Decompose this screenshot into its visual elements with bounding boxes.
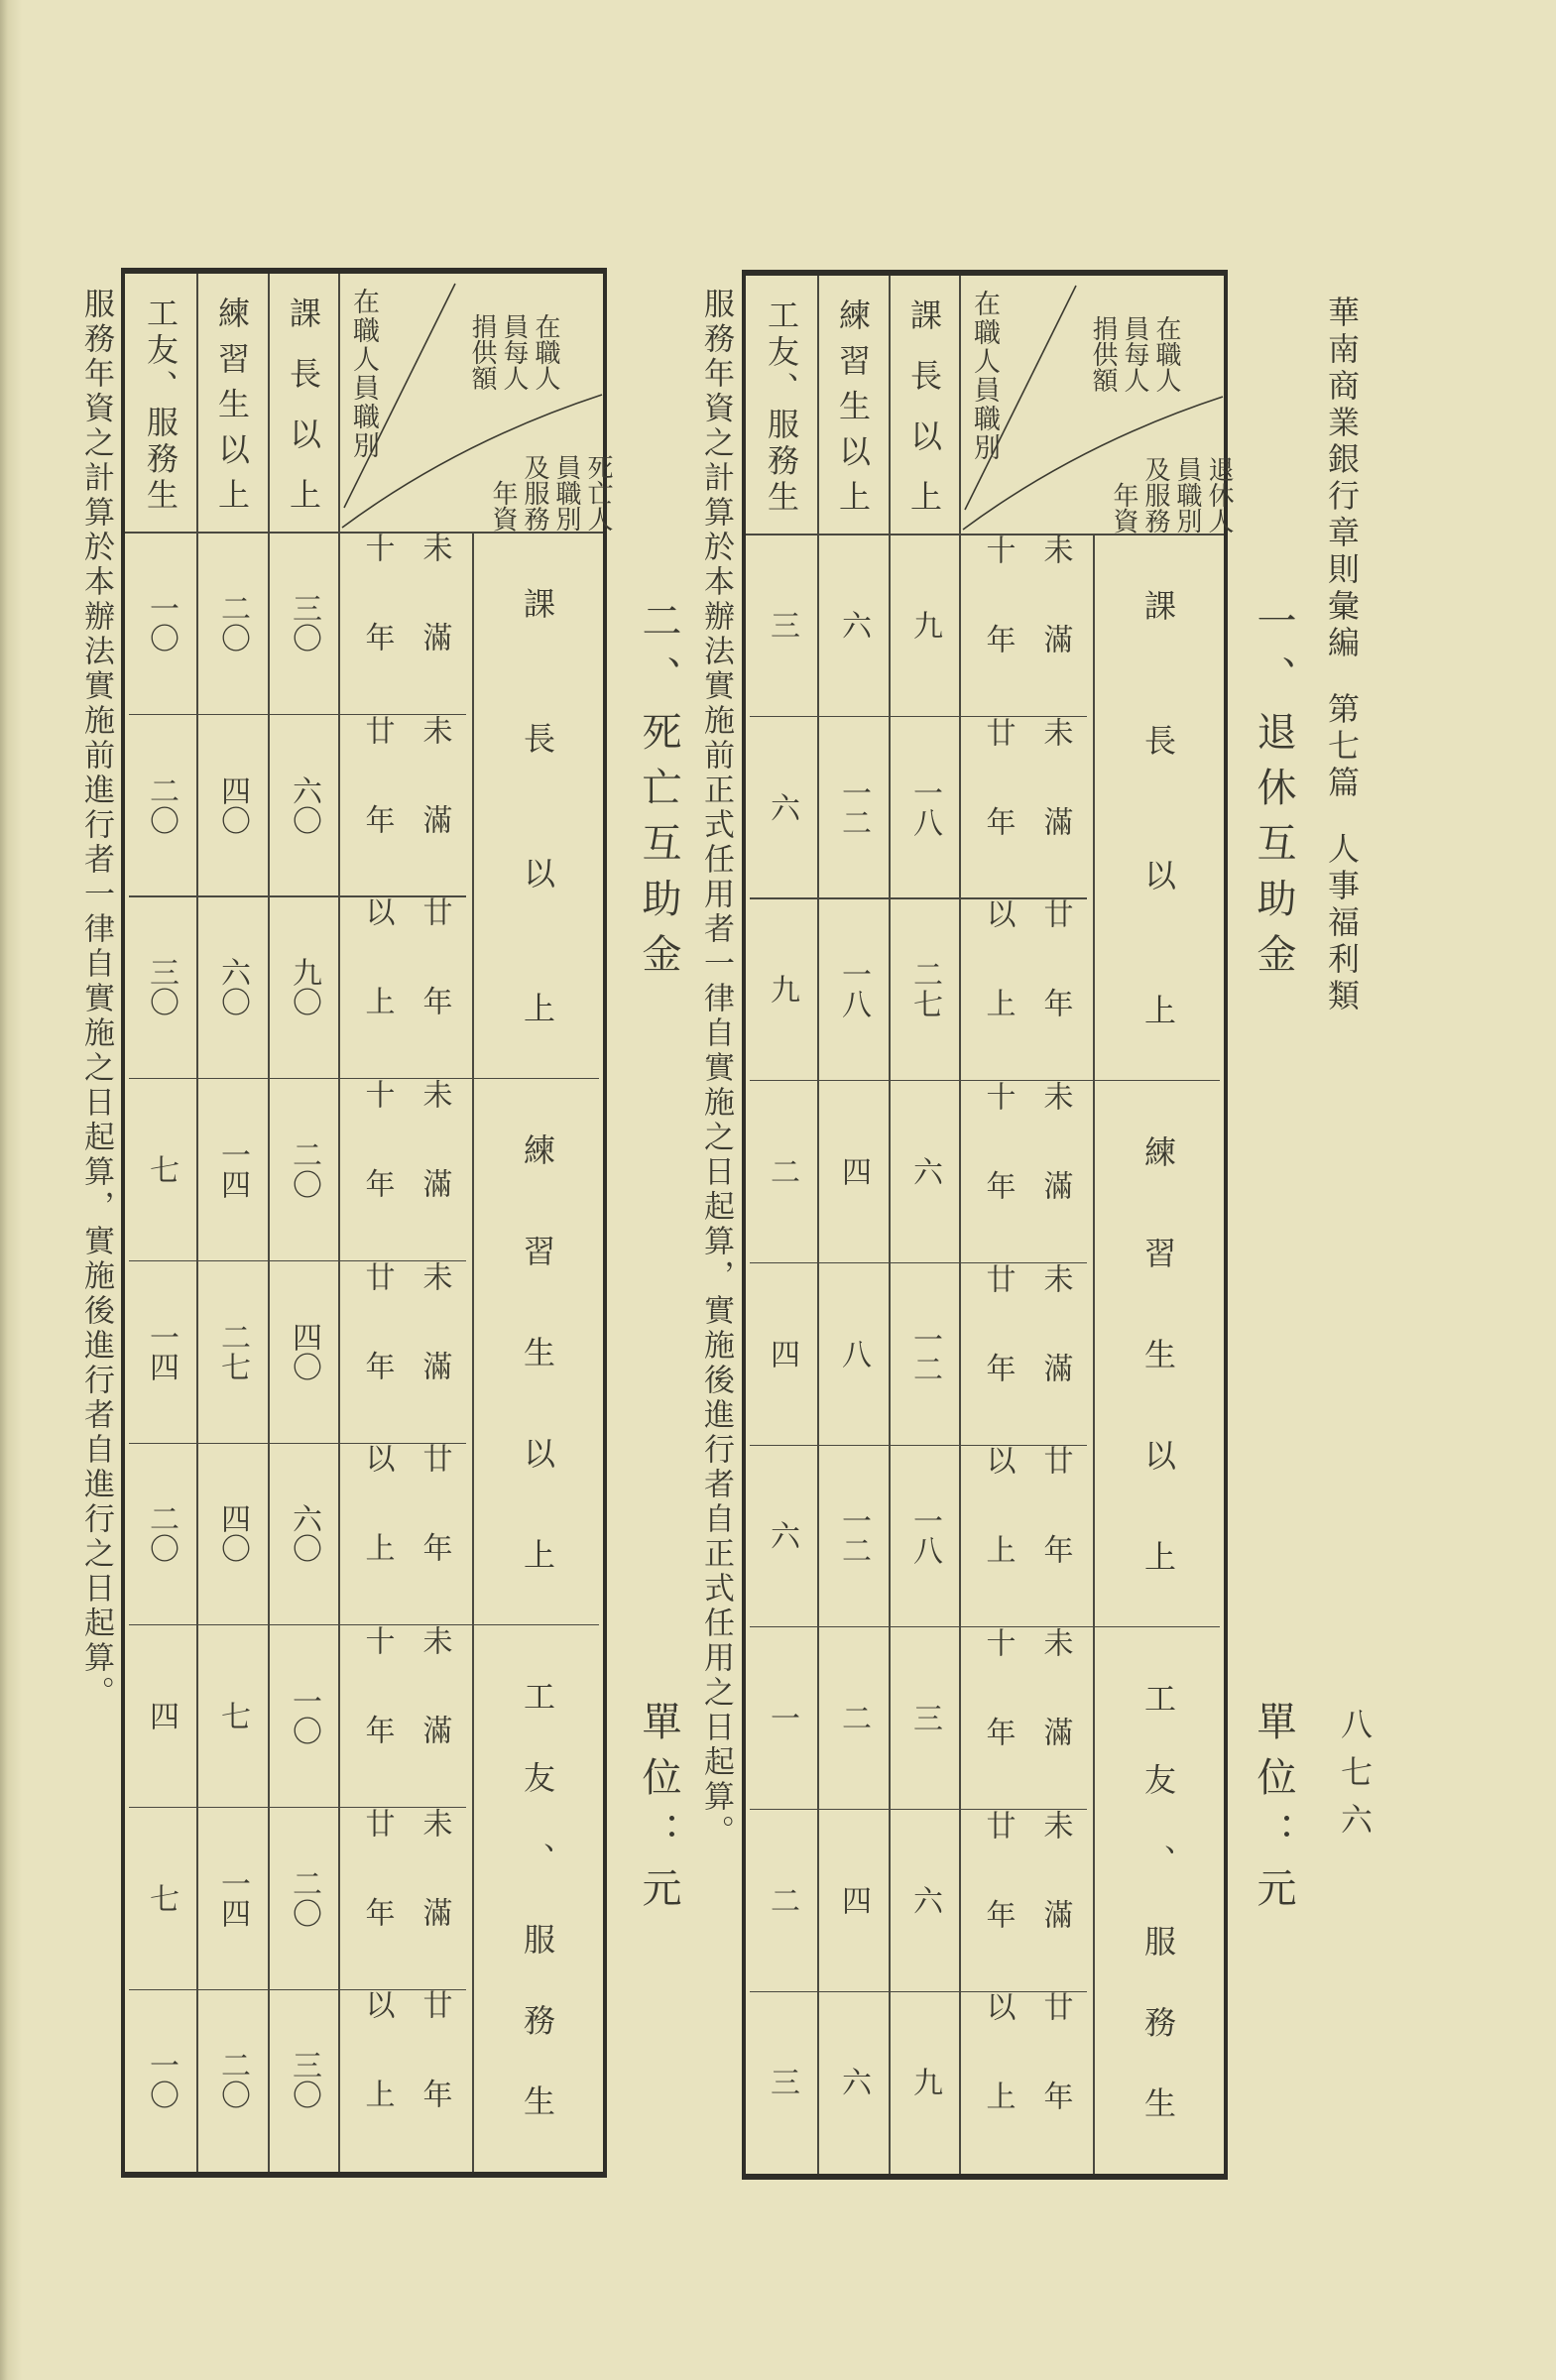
retirement-aid-table: [742, 270, 1234, 2180]
value-cell: [196, 895, 268, 1078]
value-cell: [196, 1078, 268, 1260]
sub-header: 廿年以上: [359, 1989, 452, 2169]
group-header: 工友、服務生: [1139, 1681, 1177, 2118]
value: 六: [907, 1884, 942, 1915]
value: 六: [836, 609, 871, 640]
value: 九: [765, 974, 799, 1005]
value-cell: [268, 1078, 339, 1260]
value-cell: [817, 1445, 889, 1627]
value: 二: [765, 1884, 799, 1915]
group-header-cell: [472, 1078, 603, 1624]
group-header-cell: [472, 532, 603, 1078]
sub-header-cell: [959, 1445, 1093, 1627]
row-label: 課長以上: [285, 296, 322, 510]
value: 一二: [836, 776, 871, 837]
value: 二〇: [144, 1503, 179, 1564]
value: 九〇: [287, 957, 321, 1017]
value: 九: [907, 609, 942, 640]
value-cell: [196, 1807, 268, 1989]
value: 六: [836, 2067, 871, 2097]
value-cell: [268, 714, 339, 896]
value-cell: [889, 1262, 960, 1445]
value: 二七: [907, 959, 942, 1019]
sub-header-cell: [959, 897, 1093, 1080]
part-label: 第七篇: [1323, 692, 1361, 802]
value-cell: [889, 1626, 960, 1809]
value-cell: [746, 897, 817, 1080]
value-cell: [125, 1989, 196, 2172]
sub-header-cell: [338, 1443, 472, 1625]
value: 一四: [144, 1321, 179, 1381]
group-header: 課長以上: [1139, 588, 1177, 1025]
row-label: 練習生以上: [213, 296, 251, 510]
value-cell: [268, 895, 339, 1078]
value-cell: [268, 1443, 339, 1625]
value: 二〇: [144, 774, 179, 835]
sub-header-cell: [338, 1260, 472, 1443]
value: 二〇: [215, 2050, 250, 2110]
row-label-cell: [125, 274, 196, 532]
value: 一四: [215, 1867, 250, 1928]
sub-header: 未滿十年: [980, 534, 1073, 713]
section-title-retirement: 一、退休互助金: [1251, 600, 1296, 989]
value: 三〇: [144, 957, 179, 1017]
value-cell: [889, 1991, 960, 2174]
sub-header: 未滿廿年: [359, 714, 452, 893]
value-cell: [125, 714, 196, 896]
sub-header-cell: [338, 714, 472, 896]
sub-header: 廿年以上: [980, 1991, 1073, 2171]
group-header-cell: [1093, 1080, 1224, 1626]
value-cell: [196, 1260, 268, 1443]
sub-header-cell: [338, 1989, 472, 2172]
value: 一八: [836, 959, 871, 1019]
sub-header-cell: [338, 895, 472, 1078]
value: 三: [907, 1703, 942, 1733]
value: 三〇: [287, 592, 321, 653]
value-cell: [268, 1807, 339, 1989]
group-header: 練習生以上: [519, 1132, 556, 1570]
group-header: 工友、服務生: [519, 1679, 556, 2116]
value-cell: [268, 1260, 339, 1443]
sub-header-cell: [338, 1624, 472, 1807]
category-label: 人事福利類: [1323, 832, 1361, 1015]
value-cell: [746, 534, 817, 716]
row-label-cell: [746, 276, 817, 534]
value: 一四: [215, 1138, 250, 1199]
value-cell: [817, 1262, 889, 1445]
value-cell: [268, 1989, 339, 2172]
value-cell: [817, 1080, 889, 1262]
value: 七: [144, 1153, 179, 1184]
value: 六: [907, 1155, 942, 1186]
corner-staff-label: 在職人員職別: [969, 290, 1000, 462]
value: 七: [215, 1701, 250, 1731]
value: 六〇: [287, 1503, 321, 1564]
value-cell: [889, 716, 960, 898]
sub-header: 未滿廿年: [359, 1260, 452, 1440]
value-cell: [746, 1080, 817, 1262]
value: 八: [836, 1338, 871, 1368]
value: 四: [836, 1155, 871, 1186]
corner-contribution-label: 在職人員每人捐供額: [1088, 315, 1181, 393]
value: 一〇: [144, 2050, 179, 2110]
value-cell: [817, 897, 889, 1080]
note-death: 服務年資之計算於本辦法實施前進行者一律自實施之日起算，實施後進行者自進行之日起算。: [78, 288, 114, 1711]
value-cell: [746, 1991, 817, 2174]
value-cell: [268, 1624, 339, 1807]
value: 二: [836, 1703, 871, 1733]
value-cell: [889, 1809, 960, 1991]
value-cell: [817, 1626, 889, 1809]
sub-header-cell: [959, 1809, 1093, 1991]
sub-header: 未滿十年: [980, 1627, 1073, 1807]
sub-header: 未滿廿年: [980, 1809, 1073, 1988]
value: 四: [765, 1338, 799, 1368]
sub-header: 廿年以上: [359, 896, 452, 1076]
value-cell: [196, 1624, 268, 1807]
sub-header-cell: [959, 1080, 1093, 1262]
note-retirement: 服務年資之計算於本辦法實施前正式任用者一律自實施之日起算，實施後進行者自正式任用之日起算。: [698, 288, 734, 1849]
sub-header-cell: [959, 1262, 1093, 1445]
value-cell: [889, 897, 960, 1080]
row-label-cell: [268, 274, 339, 532]
row-label-cell: [817, 276, 889, 534]
value: 二〇: [287, 1138, 321, 1199]
value-cell: [196, 1443, 268, 1625]
value: 六〇: [215, 957, 250, 1017]
value: 一: [765, 1703, 799, 1733]
value-cell: [125, 895, 196, 1078]
value: 一八: [907, 776, 942, 837]
value: 二: [765, 1155, 799, 1186]
value-cell: [817, 716, 889, 898]
value-cell: [746, 1445, 817, 1627]
value-cell: [196, 714, 268, 896]
value: 一〇: [144, 592, 179, 653]
value: 六〇: [287, 774, 321, 835]
value-cell: [125, 1078, 196, 1260]
corner-staff-label: 在職人員職別: [348, 288, 379, 460]
value: 四〇: [287, 1321, 321, 1381]
sub-header: 未滿十年: [980, 1080, 1073, 1259]
value: 二〇: [287, 1867, 321, 1928]
value: 七: [144, 1882, 179, 1913]
value-cell: [125, 532, 196, 714]
sub-header: 廿年以上: [980, 898, 1073, 1078]
corner-subject-label: 死亡人員職別及服務年資: [488, 454, 613, 532]
book-title: 華南商業銀行章則彙編: [1323, 296, 1361, 662]
unit-label-retirement: 單位：元: [1251, 1701, 1296, 1923]
value-cell: [196, 532, 268, 714]
value-cell: [125, 1443, 196, 1625]
page-number: 八七六: [1336, 1708, 1374, 1850]
group-header-cell: [1093, 1626, 1224, 2173]
value-cell: [125, 1807, 196, 1989]
value-cell: [817, 1991, 889, 2174]
sub-header-cell: [338, 1807, 472, 1989]
death-aid-table: [121, 268, 613, 2178]
sub-header: 未滿廿年: [980, 1262, 1073, 1442]
value: 九: [907, 2067, 942, 2097]
value: 四〇: [215, 1503, 250, 1564]
sub-header: 廿年以上: [980, 1445, 1073, 1624]
group-header: 練習生以上: [1139, 1134, 1177, 1572]
group-header-cell: [472, 1624, 603, 2171]
sub-header-cell: [338, 1078, 472, 1260]
sub-header-cell: [959, 1991, 1093, 2174]
sub-header: 未滿十年: [359, 1078, 452, 1257]
sub-header: 廿年以上: [359, 1443, 452, 1622]
value: 一八: [907, 1505, 942, 1566]
value: 三: [765, 2067, 799, 2097]
value-cell: [746, 1626, 817, 1809]
value: 四〇: [215, 774, 250, 835]
value: 六: [765, 791, 799, 822]
value-cell: [196, 1989, 268, 2172]
sub-header-cell: [959, 1626, 1093, 1809]
value-cell: [268, 532, 339, 714]
value-cell: [746, 716, 817, 898]
row-label-cell: [196, 274, 268, 532]
value: 一二: [836, 1505, 871, 1566]
value-cell: [817, 1809, 889, 1991]
value: 三〇: [287, 2050, 321, 2110]
value: 四: [836, 1884, 871, 1915]
value-cell: [746, 1809, 817, 1991]
value-cell: [889, 1445, 960, 1627]
value: 三: [765, 609, 799, 640]
unit-label-death: 單位：元: [636, 1701, 681, 1923]
value: 一二: [907, 1323, 942, 1383]
row-label: 課長以上: [905, 298, 943, 512]
value: 一〇: [287, 1686, 321, 1746]
sub-header: 未滿十年: [359, 532, 452, 711]
value: 二七: [215, 1321, 250, 1381]
section-title-death: 二、死亡互助金: [636, 600, 681, 989]
sub-header-cell: [959, 534, 1093, 716]
sub-header-cell: [959, 716, 1093, 898]
sub-header: 未滿十年: [359, 1625, 452, 1805]
value-cell: [125, 1624, 196, 1807]
sub-header: 未滿廿年: [359, 1807, 452, 1986]
corner-contribution-label: 在職人員每人捐供額: [467, 313, 560, 391]
group-header: 課長以上: [519, 586, 556, 1023]
sub-header-cell: [338, 532, 472, 714]
value-cell: [889, 1080, 960, 1262]
corner-subject-label: 退休人員職別及服務年資: [1109, 456, 1234, 534]
running-header: [1319, 296, 1365, 1015]
value: 四: [144, 1701, 179, 1731]
group-header-cell: [1093, 534, 1224, 1080]
sub-header: 未滿廿年: [980, 716, 1073, 895]
row-label: 工友、服務生: [763, 298, 800, 512]
value-cell: [746, 1262, 817, 1445]
value: 六: [765, 1520, 799, 1551]
value: 二〇: [215, 592, 250, 653]
row-label: 練習生以上: [834, 298, 872, 512]
value-cell: [125, 1260, 196, 1443]
value-cell: [889, 534, 960, 716]
row-label: 工友、服務生: [142, 296, 180, 510]
value-cell: [817, 534, 889, 716]
row-label-cell: [889, 276, 960, 534]
